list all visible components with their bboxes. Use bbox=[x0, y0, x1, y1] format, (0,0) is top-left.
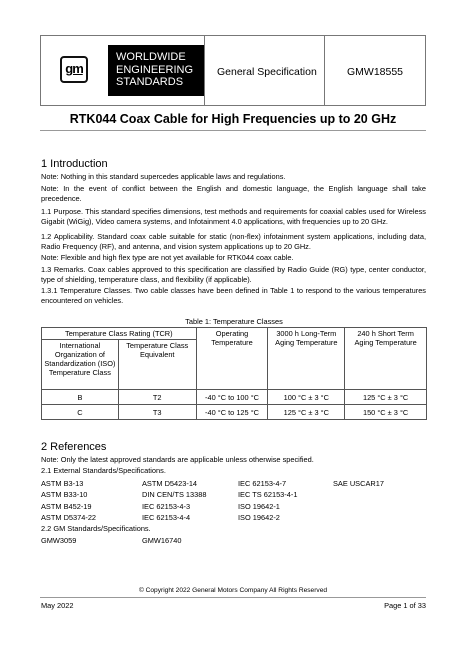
reference-item: IEC 62153-4-3 bbox=[142, 501, 191, 511]
section-heading: 2 References bbox=[41, 441, 107, 453]
reference-item: GMW16740 bbox=[142, 536, 182, 545]
reference-item: IEC 62153-4-4 bbox=[142, 513, 191, 523]
subsection-heading: 2.2 GM Standards/Specifications. bbox=[41, 524, 151, 533]
title-rule bbox=[40, 130, 426, 131]
badge-line: STANDARDS bbox=[116, 76, 184, 88]
table-cell: 125 °C ± 3 °C bbox=[268, 405, 345, 420]
doc-type: General Specification bbox=[217, 66, 317, 78]
reference-item: ISO 19642-2 bbox=[238, 513, 280, 523]
table-cell: 125 °C ± 3 °C bbox=[345, 390, 427, 405]
doc-number: GMW18555 bbox=[347, 66, 404, 78]
table-cell: -40 °C to 100 °C bbox=[196, 390, 268, 405]
copyright-notice: © Copyright 2022 General Motors Company All Rights Reserved bbox=[138, 587, 328, 594]
table-cell: 150 °C ± 3 °C bbox=[345, 405, 427, 420]
badge-line: ENGINEERING bbox=[116, 63, 194, 76]
paragraph: 1.1 Purpose. This standard specifies dimensions, test methods and requirements for coaxial cables used for Wireless Gigabit (WiGig), Video camera systems, and Infotainment 4.0 applications, with frequencies up to 20 GHz. bbox=[41, 207, 426, 226]
paragraph: 1.2 Applicability. Standard coax cable suitable for static (non-flex) infotainment system applications, including data, Radio Frequency (RF), and antenna, and vision system applications up to 20 GHz. bbox=[41, 232, 426, 251]
table-header-cell: 240 h Short Term Aging Temperature bbox=[345, 328, 427, 390]
table-row bbox=[42, 405, 427, 420]
reference-column bbox=[41, 478, 96, 524]
table-cell: T2 bbox=[118, 390, 196, 405]
reference-item: IEC 62153-4-7 bbox=[238, 479, 287, 488]
reference-item: SAE USCAR17 bbox=[333, 479, 384, 488]
table-row bbox=[42, 390, 427, 405]
gm-logo-icon: gm bbox=[60, 56, 88, 83]
reference-item: IEC TS 62153-4-1 bbox=[238, 490, 298, 500]
reference-item: ASTM B33-10 bbox=[41, 490, 88, 500]
section-heading: 1 Introduction bbox=[41, 158, 108, 170]
table-header-cell: Temperature Class Rating (TCR) bbox=[42, 328, 197, 340]
paragraph: Note: Nothing in this standard supercedes applicable laws and regulations. bbox=[41, 172, 286, 181]
table-cell: 100 °C ± 3 °C bbox=[268, 390, 345, 405]
table-header-cell: 3000 h Long-Term Aging Temperature bbox=[268, 328, 345, 390]
table-cell: B bbox=[42, 390, 119, 405]
reference-item: ASTM D5374-22 bbox=[41, 513, 97, 523]
page-number: Page 1 of 33 bbox=[384, 601, 426, 610]
reference-column bbox=[142, 478, 207, 524]
reference-column bbox=[238, 478, 297, 524]
footer-rule bbox=[40, 597, 426, 598]
header-divider bbox=[204, 36, 205, 105]
table-header-cell: Temperature Class Equivalent bbox=[118, 340, 196, 390]
table-cell: T3 bbox=[118, 405, 196, 420]
reference-item: ASTM B452-19 bbox=[41, 501, 92, 511]
page-title: RTK044 Coax Cable for High Frequencies up to 20 GHz bbox=[69, 112, 397, 126]
subsection-heading: 2.1 External Standards/Specifications. bbox=[41, 466, 166, 475]
table-caption: Table 1: Temperature Classes bbox=[185, 317, 283, 326]
reference-item: DIN CEN/TS 13388 bbox=[142, 490, 207, 500]
table-header-cell: International Organization of Standardization (ISO) Temperature Class bbox=[42, 340, 119, 390]
paragraph: 1.3 Remarks. Coax cables approved to this specification are classified by Radio Guide (RG) type, center conductor, type of shielding, temperature class, and flexibility (if applicable). bbox=[41, 265, 426, 284]
reference-column bbox=[333, 478, 384, 489]
worldwide-engineering-standards-badge bbox=[108, 45, 204, 96]
table-cell: C bbox=[42, 405, 119, 420]
reference-item: ASTM D5423-14 bbox=[142, 479, 198, 488]
reference-item: ISO 19642-1 bbox=[238, 501, 280, 511]
paragraph: 1.3.1 Temperature Classes. Two cable classes have been defined in Table 1 to respond to the various temperatures encountered on vehicles. bbox=[41, 286, 426, 305]
badge-line: WORLDWIDE bbox=[116, 51, 186, 63]
header-divider bbox=[324, 36, 325, 105]
table-cell: -40 °C to 125 °C bbox=[196, 405, 268, 420]
reference-item: ASTM B3-13 bbox=[41, 479, 84, 488]
table-header-cell: Operating Temperature bbox=[196, 328, 268, 390]
temperature-classes-table bbox=[41, 327, 427, 420]
paragraph: Note: Flexible and high flex type are not yet available for RTK044 coax cable. bbox=[41, 253, 294, 262]
paragraph: Note: Only the latest approved standards are applicable unless otherwise specified. bbox=[41, 455, 314, 464]
paragraph: Note: In the event of conflict between the English and domestic language, the English language shall take precedence. bbox=[41, 184, 426, 203]
footer-date: May 2022 bbox=[41, 601, 74, 610]
reference-item: GMW3059 bbox=[41, 536, 77, 545]
